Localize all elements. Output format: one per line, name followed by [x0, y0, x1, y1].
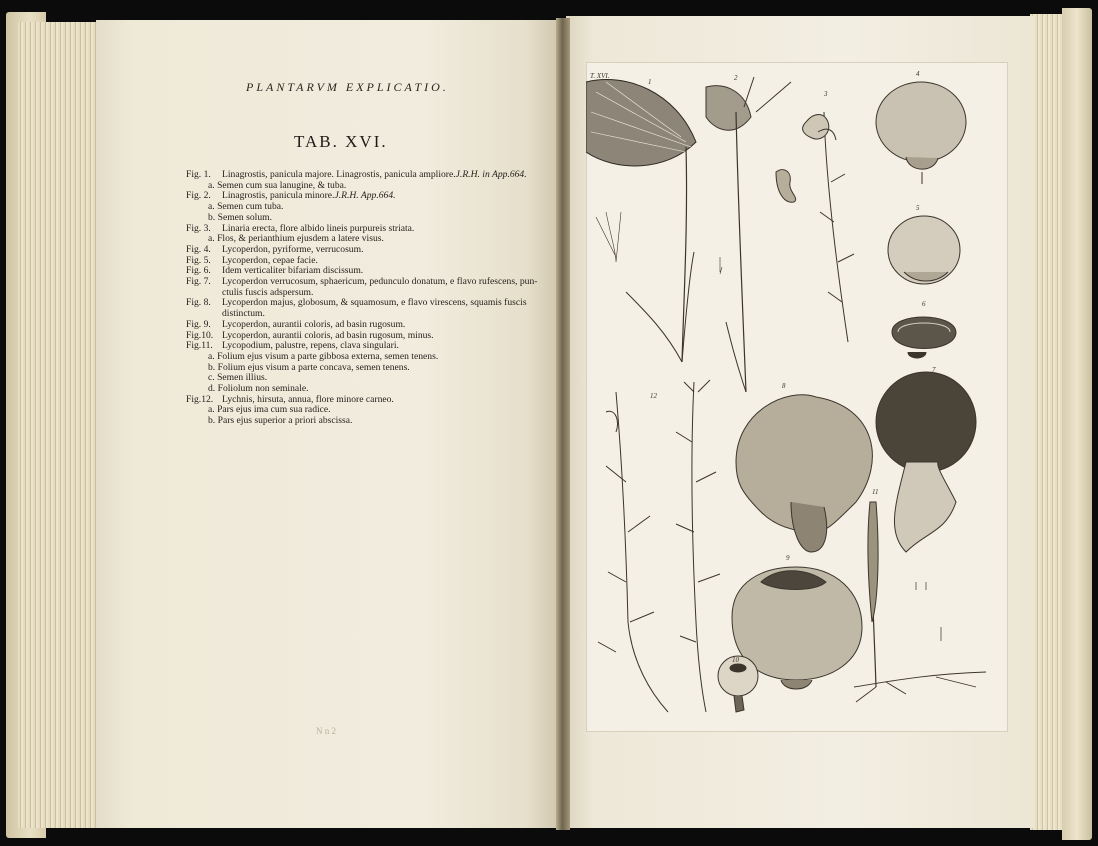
- legend-text: Semen illius.: [217, 372, 268, 384]
- legend-text: Pars ejus ima cum sua radice.: [217, 404, 331, 416]
- fig-12-lychnis: [598, 380, 720, 712]
- legend-text: Lycopodium, palustre, repens, clava singulari.: [222, 340, 399, 352]
- fig-8-lycoperdon-majus: [736, 395, 872, 552]
- legend-sub-entry: [186, 416, 352, 427]
- legend-text: Linagrostis, panicula majore. Linagrostis, panicula ampliore.: [222, 169, 456, 180]
- legend-text: Lycoperdon, cepae facie.: [222, 254, 318, 266]
- legend-figure-label: Fig. 6.: [186, 265, 211, 277]
- legend-reference: J.R.H. App.664.: [334, 190, 396, 202]
- legend-text: Semen solum.: [217, 211, 272, 223]
- legend-figure-label: Fig. 1.: [186, 169, 211, 180]
- legend-row: [186, 213, 556, 224]
- legend-sub-letter: a.: [208, 201, 215, 213]
- legend-text: Lycoperdon majus, globosum, & squamosum, e flavo virescens, squamis fuscis: [222, 297, 527, 309]
- legend-text: Pars ejus superior a priori abscissa.: [217, 415, 353, 427]
- legend-figure-label: Fig. 3.: [186, 222, 211, 234]
- fig-7-lycoperdon: [876, 372, 976, 552]
- legend-sub-entry: [186, 213, 272, 224]
- fig-2-linagrostis: [706, 77, 791, 392]
- legend-text: Flos, & perianthium ejusdem a latere visus.: [217, 233, 384, 245]
- legend-text: Folium ejus visum a parte gibbosa externa, semen tenens.: [217, 350, 439, 362]
- legend-sub-letter: c.: [208, 372, 215, 384]
- legend-sub-letter: b.: [208, 361, 216, 373]
- figure-number: 8: [782, 382, 786, 390]
- plate-mark: T. XVI.: [590, 72, 610, 80]
- figure-number: 6: [922, 300, 926, 308]
- figure-number: 2: [734, 74, 738, 82]
- fig-3-linaria: [776, 112, 854, 342]
- legend-text: Lycoperdon, aurantii coloris, ad basin rugosum.: [222, 318, 406, 330]
- legend-sub-letter: b.: [208, 415, 216, 427]
- fig-4-lycoperdon: [876, 82, 966, 184]
- legend-figure-label: Fig.11.: [186, 340, 213, 352]
- figure-number: 11: [872, 488, 879, 496]
- legend-text: Linagrostis, panicula minore.: [222, 190, 335, 202]
- figure-number: 9: [786, 554, 790, 562]
- legend-figure-label: Fig. 7.: [186, 276, 211, 288]
- page-edges-left: [18, 22, 98, 828]
- legend-text: Lycoperdon, pyriforme, verrucosum.: [222, 243, 364, 255]
- figure-number: 10: [732, 656, 739, 664]
- fig-5-lycoperdon: [888, 216, 960, 284]
- legend-figure-label: Fig. 9.: [186, 318, 211, 330]
- legend-text: Linaria erecta, flore albido lineis purpureis striata.: [222, 222, 415, 234]
- legend-sub-letter: b.: [208, 211, 216, 223]
- legend-text: Lychnis, hirsuta, annua, flore minore carneo.: [222, 393, 394, 405]
- legend-reference: J.R.H. in App.664.: [455, 169, 527, 180]
- plate-title: TAB. XVI.: [294, 132, 388, 151]
- legend-figure-label: Fig. 5.: [186, 254, 211, 266]
- legend-figure-label: Fig.12.: [186, 393, 214, 405]
- fig-10-lycoperdon-minus: [718, 656, 758, 712]
- book-gutter: [556, 18, 570, 830]
- legend-text: Lycoperdon verrucosum, sphaericum, pedunculo donatum, e flavo rufescens, pun-: [222, 276, 538, 288]
- legend-text: Semen cum tuba.: [217, 201, 284, 213]
- legend-continuation: ctulis fuscis adspersum.: [222, 286, 314, 298]
- legend-figure-label: Fig. 2.: [186, 190, 211, 202]
- figure-number: 3: [824, 90, 828, 98]
- fig-6-lycoperdon-section: [892, 317, 956, 358]
- folio: N n 2: [316, 726, 336, 736]
- legend-continuation: distinctum.: [222, 308, 265, 320]
- figure-number: 5: [916, 204, 920, 212]
- book-cover-right: [1062, 8, 1092, 840]
- legend-sub-letter: d.: [208, 383, 216, 395]
- legend-sub-letter: a.: [208, 350, 215, 362]
- legend-sub-letter: a.: [208, 233, 215, 245]
- legend-figure-label: Fig. 4.: [186, 243, 211, 255]
- legend-sub-letter: a.: [208, 404, 215, 416]
- legend-text: Idem verticaliter bifariam discissum.: [222, 265, 364, 277]
- legend-text: Lycoperdon, aurantii coloris, ad basin rugosum, minus.: [222, 329, 434, 341]
- legend-figure-label: Fig. 8.: [186, 297, 211, 309]
- legend-text: Semen cum sua lanugine, & tuba.: [217, 179, 347, 191]
- running-head: PLANTARVM EXPLICATIO.: [246, 80, 449, 94]
- figure-number: 4: [916, 70, 920, 78]
- legend-row: [186, 416, 556, 427]
- legend-figure-label: Fig.10.: [186, 329, 214, 341]
- figure-number: 12: [650, 392, 657, 400]
- legend-text: Foliolum non seminale.: [217, 383, 309, 395]
- fig-1-linagrostis: [586, 80, 696, 363]
- legend-sub-letter: a.: [208, 179, 215, 191]
- legend-text: Folium ejus visum a parte concava, semen tenens.: [217, 361, 410, 373]
- legend-row: [186, 320, 556, 331]
- engraved-plate: [586, 62, 1008, 732]
- plate-illustration: [586, 62, 1008, 732]
- figure-number: 1: [648, 78, 652, 86]
- figure-number: 7: [932, 366, 936, 374]
- figure-legend: [186, 170, 556, 427]
